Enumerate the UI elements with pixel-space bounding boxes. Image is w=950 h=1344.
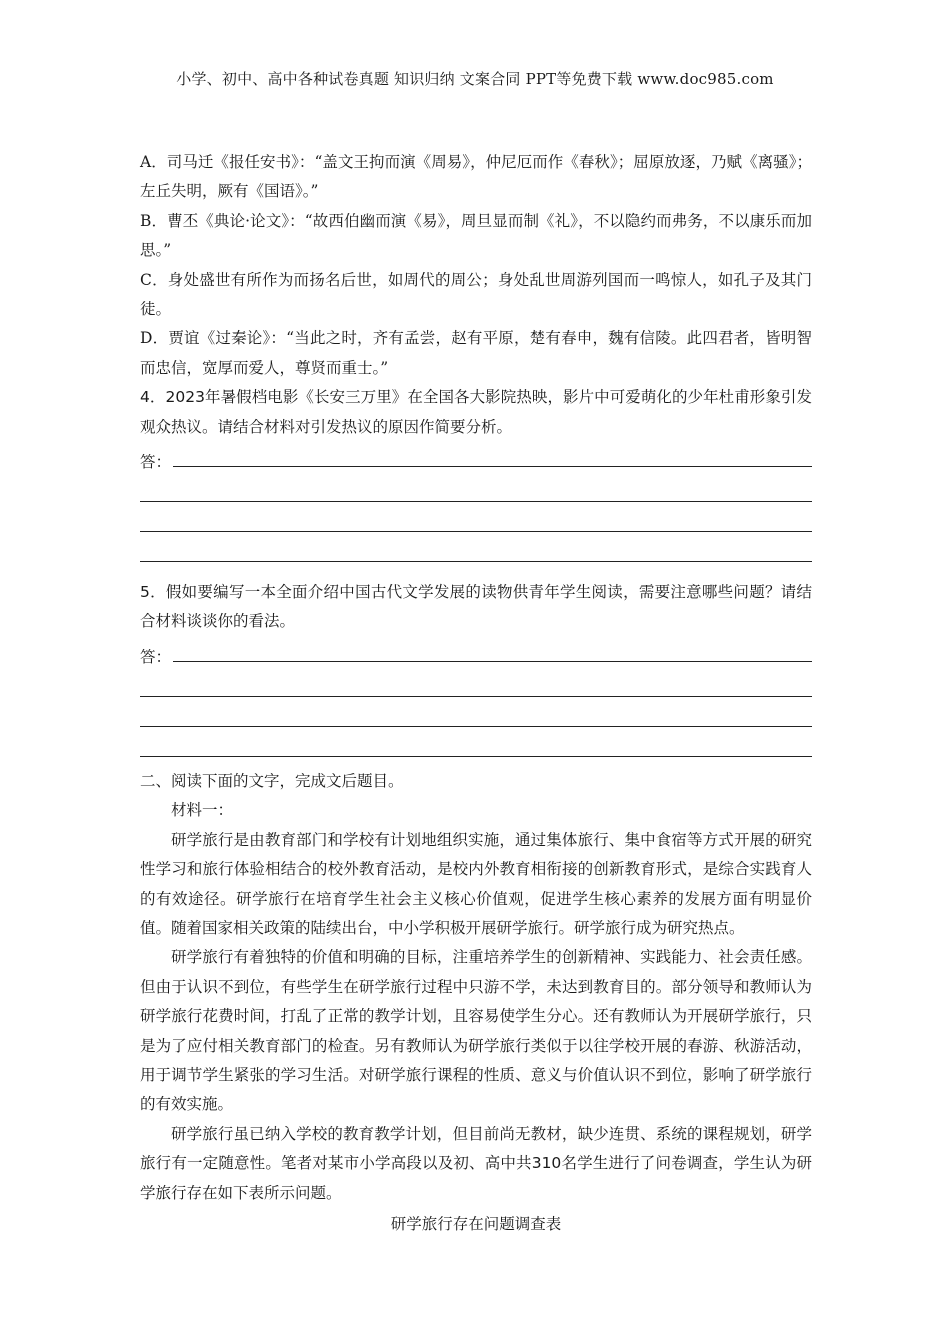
q5-answer-line-3[interactable] bbox=[140, 697, 812, 727]
q5-answer-line-2[interactable] bbox=[140, 667, 812, 697]
page-header: 小学、初中、高中各种试卷真题 知识归纳 文案合同 PPT等免费下载 www.doc985.com bbox=[176, 70, 774, 88]
question-4: 4．2023年暑假档电影《长安三万里》在全国各大影院热映，影片中可爱萌化的少年杜甫形象引发观众热议。请结合材料对引发热议的原因作简要分析。 bbox=[140, 388, 812, 436]
q5-answer-line-4[interactable] bbox=[140, 727, 812, 757]
q5-answer-line-1[interactable] bbox=[140, 641, 812, 667]
q4-answer-label: 答： bbox=[140, 453, 172, 472]
section-2-title: 二、阅读下面的文字，完成文后题目。 bbox=[140, 771, 404, 790]
option-a: A．司马迁《报任安书》：“盖文王拘而演《周易》，仲尼厄而作《春秋》；屈原放逐，乃赋《离骚》；左丘失明，厥有《国语》。” bbox=[140, 153, 812, 201]
q4-answer-line-3[interactable] bbox=[140, 502, 812, 532]
table-caption: 研学旅行存在问题调查表 bbox=[390, 1214, 562, 1233]
q4-answer-line-4[interactable] bbox=[140, 532, 812, 562]
question-5: 5．假如要编写一本全面介绍中国古代文学发展的读物供青年学生阅读，需要注意哪些问题？请结合材料谈谈你的看法。 bbox=[140, 583, 812, 631]
option-d: D．贾谊《过秦论》：“当此之时，齐有孟尝，赵有平原，楚有春申，魏有信陵。此四君者，皆明智而忠信，宽厚而爱人，尊贤而重士。” bbox=[140, 329, 812, 377]
q4-answer-rule bbox=[173, 465, 812, 467]
material-1-label: 材料一： bbox=[171, 801, 234, 820]
option-b: B．曹丕《典论·论文》：“故西伯幽而演《易》，周旦显而制《礼》，不以隐约而弗务，不以康乐而加思。” bbox=[140, 211, 812, 260]
material-paragraph-1: 研学旅行是由教育部门和学校有计划地组织实施，通过集体旅行、集中食宿等方式开展的研究性学习和旅行体验相结合的校外教育活动，是校内外教育相衔接的创新教育形式，是综合实践育人的有效途径。研学旅行在培育学生社会主义核心价值观，促进学生核心素养的发展方面有明显价值。随着国家相关政策的陆续出台，中小学积极开展研学旅行。研学旅行成为研究热点。 bbox=[140, 830, 812, 937]
q4-answer-line-1[interactable] bbox=[140, 446, 812, 472]
material-paragraph-2: 研学旅行有着独特的价值和明确的目标，注重培养学生的创新精神、实践能力、社会责任感。但由于认识不到位，有些学生在研学旅行过程中只游不学，未达到教育目的。部分领导和教师认为研学旅行花费时间，打乱了正常的教学计划，且容易使学生分心。还有教师认为开展研学旅行，只是为了应付相关教育部门的检查。另有教师认为研学旅行类似于以往学校开展的春游、秋游活动，用于调节学生紧张的学习生活。对研学旅行课程的性质、意义与价值认识不到位，影响了研学旅行的有效实施。 bbox=[140, 948, 812, 1114]
q5-answer-label: 答： bbox=[140, 647, 172, 666]
q5-answer-rule bbox=[173, 660, 812, 662]
document-body bbox=[140, 148, 812, 1239]
q4-answer-line-2[interactable] bbox=[140, 472, 812, 502]
material-paragraph-3: 研学旅行虽已纳入学校的教育教学计划，但目前尚无教材，缺少连贯、系统的课程规划，研学旅行有一定随意性。笔者对某市小学高段以及初、高中共310名学生进行了问卷调查，学生认为研学旅行存在如下表所示问题。 bbox=[140, 1124, 812, 1202]
option-c: C．身处盛世有所作为而扬名后世，如周代的周公；身处乱世周游列国而一鸣惊人，如孔子及其门徒。 bbox=[140, 270, 812, 319]
